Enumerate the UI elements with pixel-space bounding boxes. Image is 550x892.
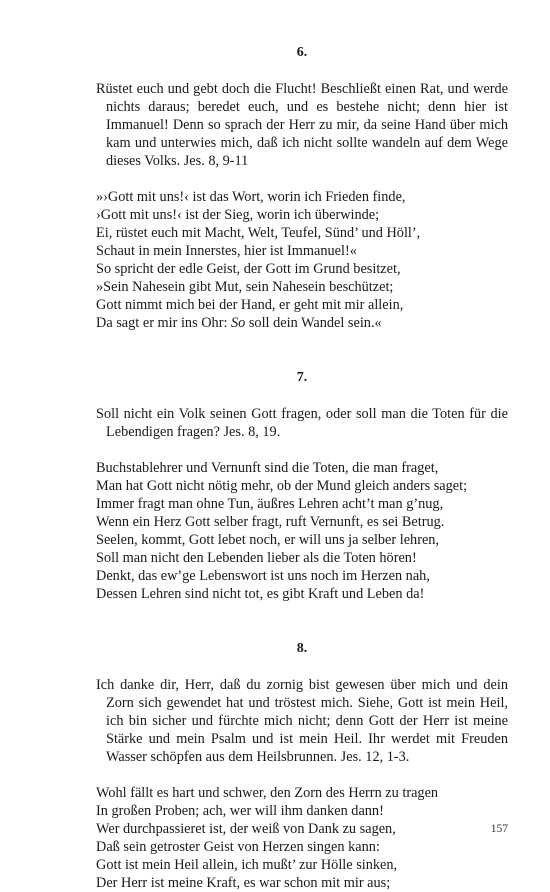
verse-stanza xyxy=(96,459,508,603)
verse-line: Dessen Lehren sind nicht tot, es gibt Kraft und Leben da! xyxy=(96,586,425,602)
verse-line: Daß sein getroster Geist von Herzen singen kann: xyxy=(96,839,380,855)
section-number: 6. xyxy=(296,45,308,60)
page-number: 157 xyxy=(490,823,508,835)
verse-line: Wer durchpassieret ist, der weiß von Dank zu sagen, xyxy=(96,821,396,837)
verse-line: Denkt, das ew’ge Lebenswort ist uns noch im Herzen nah, xyxy=(96,568,430,584)
verse-line: Immer fragt man ohne Tun, äußres Lehren acht’t man g’nug, xyxy=(96,496,444,512)
verse-line: Soll man nicht den Lebenden lieber als die Toten hören! xyxy=(96,550,417,566)
verse-line: So spricht der edle Geist, der Gott im Grund besitzet, xyxy=(96,261,401,277)
scripture-passage: Rüstet euch und gebt doch die Flucht! Beschließt einen Rat, und werde nichts daraus; beredet euch, und es bestehe nicht; denn hier ist Immanuel! Denn so sprach der Herr zu mir, da seine Hand über mich kam und unterwies mich, daß ich nicht sollte wandeln auf dem Wege dieses Volks. Jes. 8, 9-11 xyxy=(96,81,508,169)
verse-line: Buchstablehrer und Vernunft sind die Toten, die man fraget, xyxy=(96,460,439,476)
verse-line: ›Gott mit uns!‹ ist der Sieg, worin ich überwinde; xyxy=(96,207,380,223)
scripture-passage: Soll nicht ein Volk seinen Gott fragen, oder soll man die Toten für die Lebendigen fragen? Jes. 8, 19. xyxy=(96,406,508,440)
verse-line: Gott ist mein Heil allein, ich mußt’ zur Hölle sinken, xyxy=(96,857,398,873)
verse-stanza xyxy=(96,784,508,892)
verse-stanza xyxy=(96,188,508,332)
section-number: 7. xyxy=(296,370,308,385)
section-6 xyxy=(96,44,508,369)
verse-line: In großen Proben; ach, wer will ihm danken dann! xyxy=(96,803,384,819)
section-7 xyxy=(96,369,508,640)
scripture-passage: Ich danke dir, Herr, daß du zornig bist gewesen über mich und dein Zorn sich gewendet hat und tröstest mich. Siehe, Gott ist mein Heil, ich bin sicher und fürchte mich nicht; denn Gott der Herr ist meine Stärke und mein Psalm und ist mein Heil. Ihr werdet mit Freuden Wasser schöpfen aus dem Heilsbrunnen. Jes. 12, 1-3. xyxy=(96,677,508,765)
verse-line: »›Gott mit uns!‹ ist das Wort, worin ich Frieden finde, xyxy=(96,189,406,205)
verse-line: Schaut in mein Innerstes, hier ist Immanuel!« xyxy=(96,243,357,259)
verse-line: Da sagt er mir ins Ohr: So soll dein Wandel sein.« xyxy=(96,315,382,331)
section-number: 8. xyxy=(296,641,308,656)
page-content xyxy=(96,44,508,892)
verse-line: Gott nimmt mich bei der Hand, er geht mit mir allein, xyxy=(96,297,404,313)
verse-line: »Sein Nahesein gibt Mut, sein Nahesein beschützet; xyxy=(96,279,394,295)
verse-line: Seelen, kommt, Gott lebet noch, er will uns ja selber lehren, xyxy=(96,532,440,548)
verse-line: Wenn ein Herz Gott selber fragt, ruft Vernunft, es sei Betrug. xyxy=(96,514,445,530)
section-8 xyxy=(96,640,508,892)
verse-line: Man hat Gott nicht nötig mehr, ob der Mund gleich anders saget; xyxy=(96,478,468,494)
verse-line: Wohl fällt es hart und schwer, den Zorn des Herrn zu tragen xyxy=(96,785,439,801)
verse-line: Ei, rüstet euch mit Macht, Welt, Teufel, Sünd’ und Höll’, xyxy=(96,225,421,241)
verse-line: Der Herr ist meine Kraft, es war schon mit mir aus; xyxy=(96,875,391,891)
